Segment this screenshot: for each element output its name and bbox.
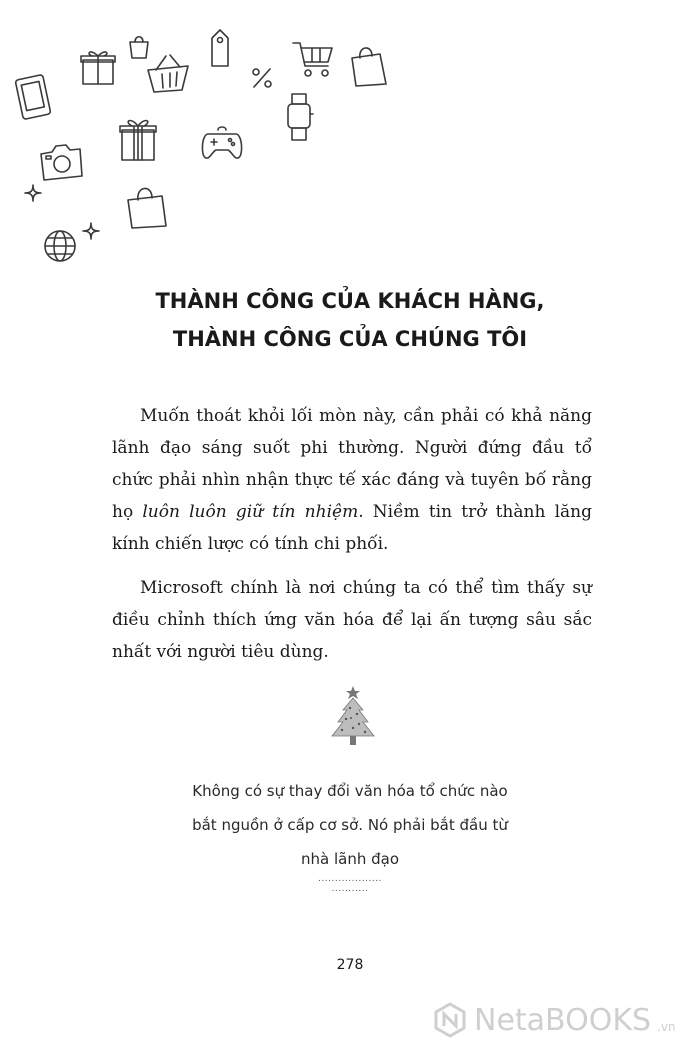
quote-line-2: bắt nguồn ở cấp cơ sở. Nó phải bắt đầu từ <box>192 816 508 834</box>
pull-quote <box>150 774 550 876</box>
netabooks-logo-icon <box>432 1002 468 1038</box>
paragraph-1-italic: luôn luôn giữ tín nhiệm <box>142 502 359 522</box>
heading-line-2: THÀNH CÔNG CỦA CHÚNG TÔI <box>172 327 528 351</box>
watermark <box>432 1000 696 1040</box>
gift-icon <box>118 116 158 162</box>
paragraph-1 <box>112 400 592 560</box>
basket-icon <box>146 52 190 94</box>
quote-line-1: Không có sự thay đổi văn hóa tổ chức nào <box>192 782 508 800</box>
shopping-bag-icon <box>350 44 388 88</box>
chapter-heading <box>0 282 700 358</box>
body-text <box>112 400 592 680</box>
christmas-tree-icon <box>328 684 378 750</box>
tablet-icon <box>16 74 54 122</box>
dotted-separator: ................... <box>318 874 382 884</box>
gamepad-icon <box>200 126 244 162</box>
paragraph-1-text: Muốn thoát khỏi lối mòn này, cần phải có khả năng lãnh đạo sáng suốt phi thường. Người đứng đầu tổ chức phải nhìn nhận thực tế xác đáng và tuyên bố rằng họ <box>112 406 592 522</box>
globe-icon <box>42 228 78 264</box>
shopping-cart-icon <box>292 40 334 80</box>
heading-line-1: THÀNH CÔNG CỦA KHÁCH HÀNG, <box>155 289 545 313</box>
camera-icon <box>38 142 84 182</box>
paragraph-2: Microsoft chính là nơi chúng ta có thể tìm thấy sự điều chỉnh thích ứng văn hóa để lại ấn tượng sâu sắc nhất với người tiêu dùng. <box>112 578 592 662</box>
decorative-icon-cluster <box>0 0 700 280</box>
sparkle-icon <box>24 184 42 202</box>
quote-line-3: nhà lãnh đạo <box>300 850 399 868</box>
price-tag-icon <box>206 28 234 68</box>
watermark-suffix: .vn <box>657 1020 676 1034</box>
watermark-text: NetaBOOKS <box>474 1002 652 1038</box>
gift-icon <box>80 48 116 86</box>
sparkle-icon <box>82 222 100 240</box>
percent-icon <box>250 66 274 90</box>
shopping-bag-icon <box>124 184 168 230</box>
dotted-separator-short: ........... <box>331 884 369 894</box>
smartwatch-icon <box>284 92 314 142</box>
page-number: 278 <box>336 957 364 973</box>
paragraph-1-text-end: . Niềm tin trở thành lăng kính chiến lược có tính chi phối. <box>112 502 592 554</box>
